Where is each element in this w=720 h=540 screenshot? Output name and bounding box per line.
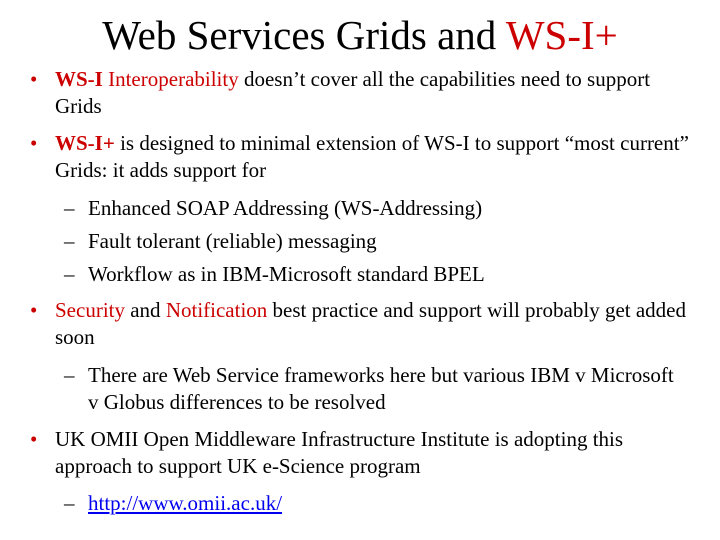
sub-dash: –	[64, 491, 75, 515]
bullet-text: Security and Notification best practice and support will probably get added soon	[55, 298, 687, 349]
title-main: Web Services Grids and	[102, 12, 506, 58]
subitem-text: Fault tolerant (reliable) messaging	[88, 229, 377, 253]
title-accent: WS-I+	[505, 12, 618, 58]
bullet-security-notification	[30, 297, 690, 351]
bullet-wsi-plus	[30, 130, 690, 184]
subitem-workflow-bpel	[64, 261, 684, 288]
subitem-text: Workflow as in IBM-Microsoft standard BPEL	[88, 262, 485, 286]
subitem-text: Enhanced SOAP Addressing (WS-Addressing)	[88, 196, 483, 220]
bullet-highlight: Interoperability	[108, 67, 239, 91]
sub-dash: –	[64, 262, 75, 286]
bullet-dot: •	[30, 131, 38, 155]
subitem-soap-addressing	[64, 195, 684, 222]
bullet-highlight-security: Security	[55, 298, 125, 322]
bullet-rest: is designed to minimal extension of WS-I to support “most current” Grids: it adds support for	[55, 131, 689, 182]
bullet-text: UK OMII Open Middleware Infrastructure Institute is adopting this approach to support UK e-Science program	[55, 427, 624, 478]
omii-link[interactable]: http://www.omii.ac.uk/	[88, 491, 283, 515]
bullet-dot: •	[30, 427, 38, 451]
subitem-omii-link	[64, 490, 684, 517]
bullet-keyword: WS-I+	[55, 131, 115, 155]
bullet-uk-omii	[30, 426, 690, 480]
slide-title	[0, 10, 720, 60]
bullet-dot: •	[30, 67, 38, 91]
bullet-rest: doesn’t cover all the capabilities need to support Grids	[55, 67, 651, 118]
subitem-reliable-messaging	[64, 228, 684, 255]
bullet-dot: •	[30, 298, 38, 322]
bullet-keyword: WS-I	[55, 67, 103, 91]
sub-dash: –	[64, 196, 75, 220]
sub-dash: –	[64, 363, 75, 387]
bullet-text	[55, 130, 690, 184]
subitem-text: There are Web Service frameworks here but various IBM v Microsoft v Globus differences to be resolved	[88, 363, 674, 414]
sub-dash: –	[64, 229, 75, 253]
subitem-web-service-frameworks	[64, 362, 684, 416]
bullet-rest: best practice and support will probably get added soon	[55, 298, 687, 349]
bullet-text	[55, 66, 690, 120]
bullet-highlight-notification: Notification	[165, 298, 268, 322]
bullet-wsi-interoperability	[30, 66, 690, 120]
